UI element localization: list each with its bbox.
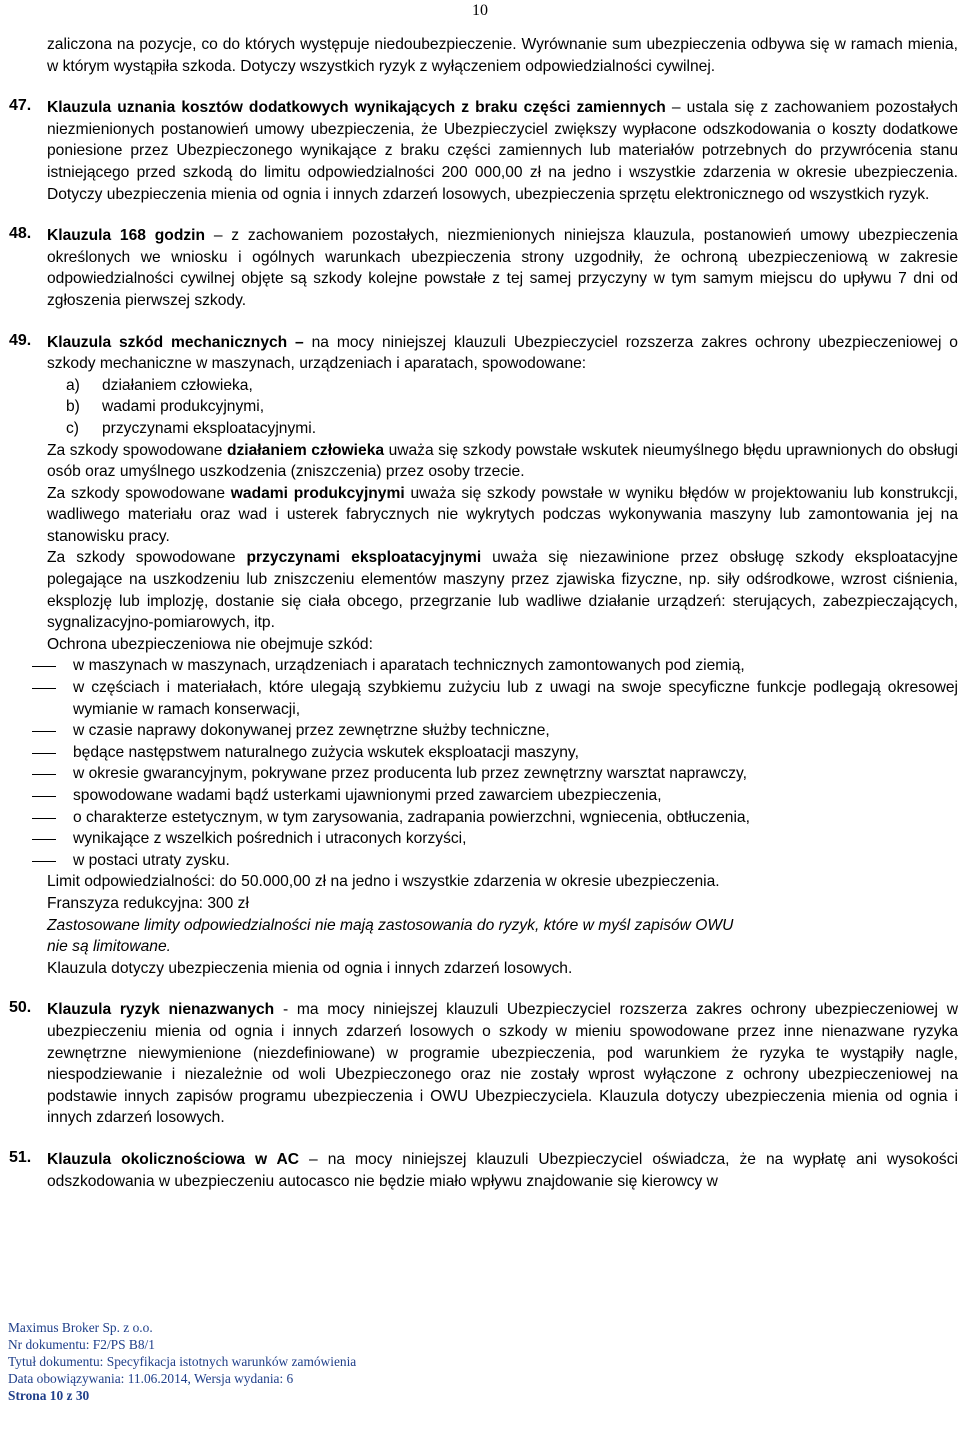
limits-note: Zastosowane limity odpowiedzialności nie mają zastosowania do ryzyk, które w myśl zapisów OWU nie są limitowane. [47, 916, 734, 956]
clause-number: 50. [9, 999, 32, 1017]
list-item: b) wadami produkcyjnymi, [66, 398, 265, 416]
clause-scope: Dotyczy ubezpieczenia mienia od ognia i innych zdarzeń losowych, ubezpieczenia sprzętu elektronicznego od wszystkich ryzyk. [47, 185, 930, 203]
list-item: w czasie naprawy dokonywanej przez zewnętrzne służby techniczne, [73, 722, 550, 740]
franchise: Franszyza redukcyjna: 300 zł [47, 894, 249, 912]
clause-text: - ma mocy niniejszej klauzuli Ubezpieczyciel rozszerza zakres ochrony ubezpieczeniowej w ubezpieczeniu mienia od ognia i innych zdarzeń losowych o szkody w mieniu spowodowane przez inne nienazwane ryzyka zewnętrzne niewymienione (niezdefiniowane) w programie ubezpieczenia, pod warunkiem że ryzyka te wystąpiły nagle, niespodziewanie i niezależnie od woli Ubezpieczonego oraz nie zostały wprost wyłączone z ochrony ubezpieczeniowej na podstawie innych zapisów programu ubezpieczenia i OWU Ubezpieczyciela. Klauzula dotyczy ubezpieczenia mienia od ognia i innych zdarzeń losowych. [47, 1001, 958, 1127]
exclusions-title: Ochrona ubezpieczeniowa nie obejmuje szkód: [47, 635, 373, 653]
clause-title: Klauzula ryzyk nienazwanych [47, 1001, 275, 1019]
clause-scope: Klauzula dotyczy ubezpieczenia mienia od ognia i innych zdarzeń losowych. [47, 959, 573, 977]
list-item: w częściach i materiałach, które ulegają szybkiemu zużyciu lub z uwagi na swoje specyficzne funkcje podlegają okresowej wymianie w ramach konserwacji, [73, 679, 958, 718]
liability-limit: Limit odpowiedzialności: do 50.000,00 zł na jedno i wszystkie zdarzenia w okresie ubezpieczenia. [47, 873, 720, 891]
clause-number: 51. [9, 1148, 32, 1166]
clause-text: – ustala się z zachowaniem pozostałych niezmienionych postanowień umowy ubezpieczenia, że Ubezpieczyciel zwiększy wypłacone odszkodowania o koszty dodatkowe poniesione przez Ubezpieczonego wynikające z braku części zamiennych lub materiałów potrzebnych do przywrócenia stanu istniejącego przed szkodą do limitu odpowiedzialności 200 000,00 zł na jedno i wszystkie zdarzenia w okresie ubezpieczenia. [47, 99, 959, 181]
list-item: spowodowane wadami bądź usterkami ujawnionymi przed zawarciem ubezpieczenia, [73, 787, 662, 804]
footer-validity: Data obowiązywania: 11.06.2014, Wersja wydania: 6 [8, 1371, 294, 1386]
list-item: c) przyczynami eksploatacyjnymi. [66, 419, 317, 437]
clause-title: Klauzula 168 godzin [47, 227, 205, 245]
list-item: w okresie gwarancyjnym, pokrywane przez producenta lub przez zewnętrzny warsztat naprawczy, [73, 765, 747, 783]
page-number: 10 [472, 2, 488, 19]
list-item: a) działaniem człowieka, [66, 376, 253, 394]
clause-number: 48. [9, 225, 32, 243]
clause-title: Klauzula okolicznościowa w AC [47, 1150, 300, 1168]
list-item: wynikające z wszelkich pośrednich i utraconych korzyści, [73, 830, 467, 848]
clause-number: 49. [9, 331, 32, 349]
list-item: w postaci utraty zysku. [73, 851, 230, 869]
clause-51 [0, 1149, 960, 1192]
clause-text: na mocy niniejszej klauzuli Ubezpieczyciel rozszerza zakres ochrony ubezpieczeniowej o szkody mechaniczne w maszynach, urządzeniach i aparatach, spowodowane: [47, 333, 958, 373]
footer-doc-title: Tytuł dokumentu: Specyfikacja istotnych warunków zamówienia [8, 1354, 357, 1369]
list-item: będące następstwem naturalnego zużycia wskutek eksploatacji maszyny, [73, 743, 579, 761]
list-item: o charakterze estetycznym, w tym zarysowania, zadrapania powierzchni, wgniecenia, obtłuczenia, [73, 808, 750, 826]
footer-doc-number: Nr dokumentu: F2/PS B8/1 [8, 1337, 155, 1352]
list-item: w maszynach w maszynach, urządzeniach i aparatach technicznych zamontowanych pod ziemią, [73, 657, 745, 675]
clause-50 [0, 999, 960, 1129]
clause-text: – z zachowaniem pozostałych, niezmienionych niniejsza klauzula, postanowień umowy ubezpieczenia określonych we wniosku i ogólnych warunkach ubezpieczenia strony uzgodniły, że ochroną ubezpieczeniową w zakresie odpowiedzialności cywilnej objęte są szkody kolejne powstałe z tej samej przyczyny w tym samym miejscu do upływu 7 dni od zgłoszenia pierwszej szkody. [47, 227, 958, 309]
clause-47 [0, 97, 960, 205]
footer-page-count: Strona 10 z 30 [8, 1388, 90, 1403]
clause-48 [0, 225, 960, 311]
exclusions-list [0, 655, 960, 871]
cause-list [0, 375, 960, 440]
document-footer [8, 1319, 356, 1404]
clause-text: – na mocy niniejszej klauzuli Ubezpieczyciel oświadcza, że na wypłatę ani wysokości odszkodowania w ubezpieczeniu autocasco nie będzie miało wpływu znajdowanie się kierowcy w [47, 1150, 958, 1190]
intro-paragraph: zaliczona na pozycje, co do których występuje niedoubezpieczenie. Wyrównanie sum ubezpieczenia odbywa się w ramach mienia, w którym wystąpiła szkoda. Dotyczy wszystkich ryzyk z wyłączeniem odpowiedzialności cywilnej. [47, 36, 958, 75]
document-body [0, 34, 960, 1192]
footer-company: Maximus Broker Sp. z o.o. [8, 1320, 153, 1335]
clause-title: Klauzula uznania kosztów dodatkowych wynikających z braku części zamiennych [47, 99, 666, 117]
clause-number: 47. [9, 97, 32, 115]
definition-operational-causes: Za szkody spowodowane przyczynami eksploatacyjnymi uważa się niezawinione przez obsługę szkody eksploatacyjne polegające na uszkodzeniu lub zniszczeniu elementów maszyny przez zjawiska fizyczne, np. siły odśrodkowe, wzrost ciśnienia, eksplozję lub implozję, dostanie się ciała obcego, przegrzanie lub wadliwe działanie urządzeń: sterujących, zabezpieczających, sygnalizacyjno-pomiarowych, itp. [47, 549, 958, 632]
definition-production-defects: Za szkody spowodowane wadami produkcyjnymi uważa się szkody powstałe w wyniku błędów w projektowaniu lub konstrukcji, wadliwego materiału oraz wad i usterek fabrycznych nie wykrytych podczas wykonywania maszyny lub zamontowania jej na stanowisku pracy. [47, 484, 958, 545]
clause-title: Klauzula szkód mechanicznych – [47, 333, 304, 351]
definition-human-action: Za szkody spowodowane działaniem człowieka uważa się szkody powstałe wskutek nieumyślnego błędu uprawnionych do obsługi osób oraz umyślnego uszkodzenia (zniszczenia) przez osoby trzecie. [47, 441, 958, 481]
clause-49 [0, 332, 960, 375]
